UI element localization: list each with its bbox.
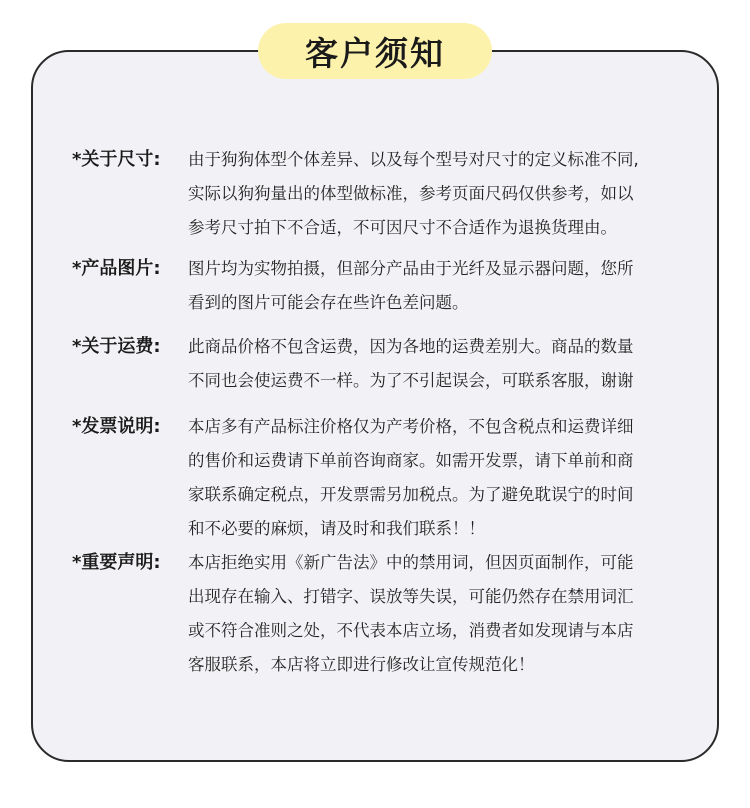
section-line: 图片均为实物拍摄，但部分产品由于光纤及显示器问题，您所: [188, 259, 634, 278]
section-line: 家联系确定税点，开发票需另加税点。为了避免耽误宁的时间: [188, 485, 634, 504]
section-line: 不同也会使运费不一样。为了不引起误会，可联系客服，谢谢: [188, 371, 634, 390]
section-line: 的售价和运费请下单前咨询商家。如需开发票，请下单前和商: [188, 451, 634, 470]
section-label: *关于尺寸:: [72, 149, 161, 170]
section-body: [188, 546, 693, 682]
section-body: [188, 252, 693, 320]
section-line: 参考尺寸拍下不合适，不可因尺寸不合适作为退换货理由。: [188, 218, 617, 237]
section-line: 出现存在输入、打错字、误放等失误，可能仍然存在禁用词汇: [188, 587, 634, 606]
section-line: 此商品价格不包含运费，因为各地的运费差别大。商品的数量: [188, 337, 634, 356]
section-line: 本店多有产品标注价格仅为产考价格，不包含税点和运费详细: [188, 417, 634, 436]
section-label: *产品图片:: [72, 258, 161, 279]
section-line: 和不必要的麻烦，请及时和我们联系！！: [188, 519, 485, 538]
section-line: 本店拒绝实用《新广告法》中的禁用词，但因页面制作，可能: [188, 553, 634, 572]
section-label: *重要声明:: [72, 552, 161, 573]
section-line: 由于狗狗体型个体差异、以及每个型号对尺寸的定义标准不同,: [188, 150, 639, 169]
page-title: 客户须知: [305, 33, 445, 73]
section-body: [188, 410, 693, 546]
section-line: 看到的图片可能会存在些许色差问题。: [188, 293, 469, 312]
section-line: 或不符合准则之处，不代表本店立场，消费者如发现请与本店: [188, 621, 634, 640]
section-line: 实际以狗狗量出的体型做标准，参考页面尺码仅供参考，如以: [188, 184, 634, 203]
section-label: *关于运费:: [72, 336, 161, 357]
section-label: *发票说明:: [72, 416, 161, 437]
section-body: [188, 143, 693, 245]
section-body: [188, 330, 693, 398]
section-line: 客服联系，本店将立即进行修改让宣传规范化！: [188, 655, 535, 674]
title-pill: [258, 23, 492, 79]
